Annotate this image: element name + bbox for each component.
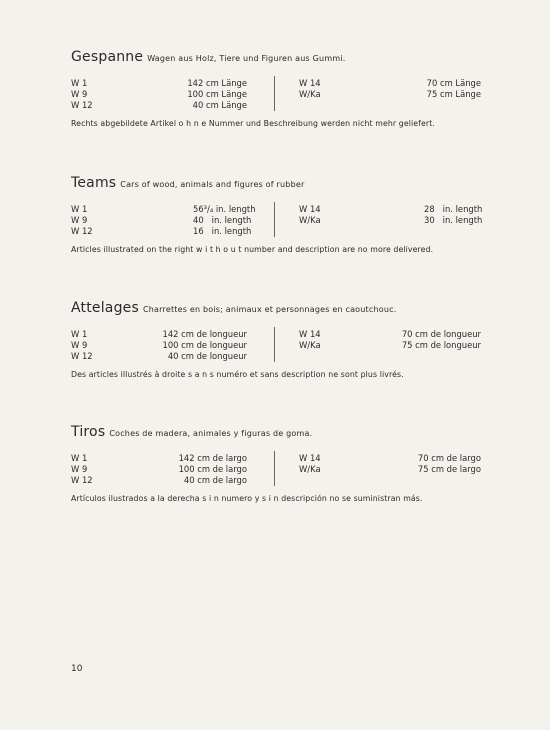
section-heading (71, 297, 481, 316)
article-code: W 9 (71, 215, 88, 225)
article-code: W/Ka (299, 89, 321, 99)
article-size: 100 cm de largo (178, 464, 247, 474)
left-article-codes (71, 329, 93, 362)
page-number: 10 (71, 664, 83, 674)
left-article-codes (71, 453, 93, 486)
right-article-sizes (402, 329, 481, 351)
column-divider (274, 76, 275, 111)
section-heading (71, 172, 481, 191)
right-article-codes (299, 453, 321, 475)
article-size: 40 cm Länge (192, 100, 247, 110)
section-title: Gespanne (71, 49, 144, 65)
left-article-sizes (179, 453, 247, 486)
article-table (71, 329, 481, 363)
article-code: W/Ka (299, 464, 321, 474)
article-size: 142 cm de largo (178, 453, 247, 463)
column-divider (274, 202, 275, 237)
column-divider (274, 327, 275, 362)
right-article-sizes (427, 78, 481, 100)
right-article-codes (299, 78, 321, 100)
article-size: 56³/₄ in. length (193, 204, 256, 214)
column-divider (274, 451, 275, 486)
section-subtitle: Coches de madera, animales y figuras de goma. (109, 429, 313, 438)
article-size: 28 in. length (424, 204, 483, 214)
article-code: W 9 (71, 340, 88, 350)
article-size: 75 cm de largo (417, 464, 481, 474)
article-size: 70 cm Länge (426, 78, 481, 88)
article-size: 16 in. length (193, 226, 252, 236)
section-note: Des articles illustrés à droite s a n s numéro et sans description ne sont plus livrés. (71, 370, 404, 379)
left-article-codes (71, 78, 93, 111)
article-size: 40 cm de largo (183, 475, 247, 485)
section-heading (71, 46, 481, 65)
left-article-sizes (163, 329, 248, 362)
article-size: 30 in. length (424, 215, 483, 225)
article-size: 142 cm de longueur (162, 329, 247, 339)
section-title: Teams (71, 175, 117, 191)
article-code: W 14 (299, 78, 321, 88)
article-size: 100 cm Länge (187, 89, 247, 99)
article-code: W 9 (71, 89, 88, 99)
right-article-sizes (418, 453, 481, 475)
article-code: W 12 (71, 351, 93, 361)
left-article-sizes (193, 204, 256, 237)
right-article-codes (299, 204, 321, 226)
article-code: W 9 (71, 464, 88, 474)
article-size: 100 cm de longueur (162, 340, 247, 350)
article-table (71, 204, 481, 238)
right-article-codes (299, 329, 321, 351)
section-teams (71, 172, 481, 254)
article-size: 70 cm de longueur (401, 329, 481, 339)
article-code: W 12 (71, 475, 93, 485)
section-tiros (71, 421, 481, 503)
article-size: 75 cm Länge (426, 89, 481, 99)
left-article-sizes (187, 78, 247, 111)
article-code: W 12 (71, 226, 93, 236)
section-heading (71, 421, 481, 440)
section-note: Artículos ilustrados a la derecha s i n numero y s i n descripción no se suministran más. (71, 494, 423, 503)
article-code: W 1 (71, 204, 88, 214)
article-code: W/Ka (299, 215, 321, 225)
section-subtitle: Charrettes en bois; animaux et personnages en caoutchouc. (143, 305, 397, 314)
article-table (71, 453, 481, 487)
section-note: Rechts abgebildete Artikel o h n e Nummer und Beschreibung werden nicht mehr geliefert. (71, 119, 435, 128)
article-size: 75 cm de longueur (401, 340, 481, 350)
section-subtitle: Cars of wood, animals and figures of rubber (120, 180, 305, 189)
section-attelages (71, 297, 481, 379)
article-code: W/Ka (299, 340, 321, 350)
article-size: 70 cm de largo (417, 453, 481, 463)
article-size: 40 in. length (193, 215, 252, 225)
article-code: W 1 (71, 329, 88, 339)
section-title: Tiros (71, 424, 106, 440)
article-code: W 14 (299, 453, 321, 463)
article-code: W 12 (71, 100, 93, 110)
article-size: 40 cm de longueur (167, 351, 247, 361)
section-gespanne (71, 46, 481, 128)
left-article-codes (71, 204, 93, 237)
section-note: Articles illustrated on the right w i t h o u t number and description are no more delivered. (71, 245, 434, 254)
article-code: W 14 (299, 329, 321, 339)
article-code: W 14 (299, 204, 321, 214)
article-code: W 1 (71, 78, 88, 88)
article-table (71, 78, 481, 112)
article-size: 142 cm Länge (187, 78, 247, 88)
section-subtitle: Wagen aus Holz, Tiere und Figuren aus Gummi. (147, 54, 346, 63)
article-code: W 1 (71, 453, 88, 463)
right-article-sizes (424, 204, 482, 226)
section-title: Attelages (71, 300, 139, 316)
